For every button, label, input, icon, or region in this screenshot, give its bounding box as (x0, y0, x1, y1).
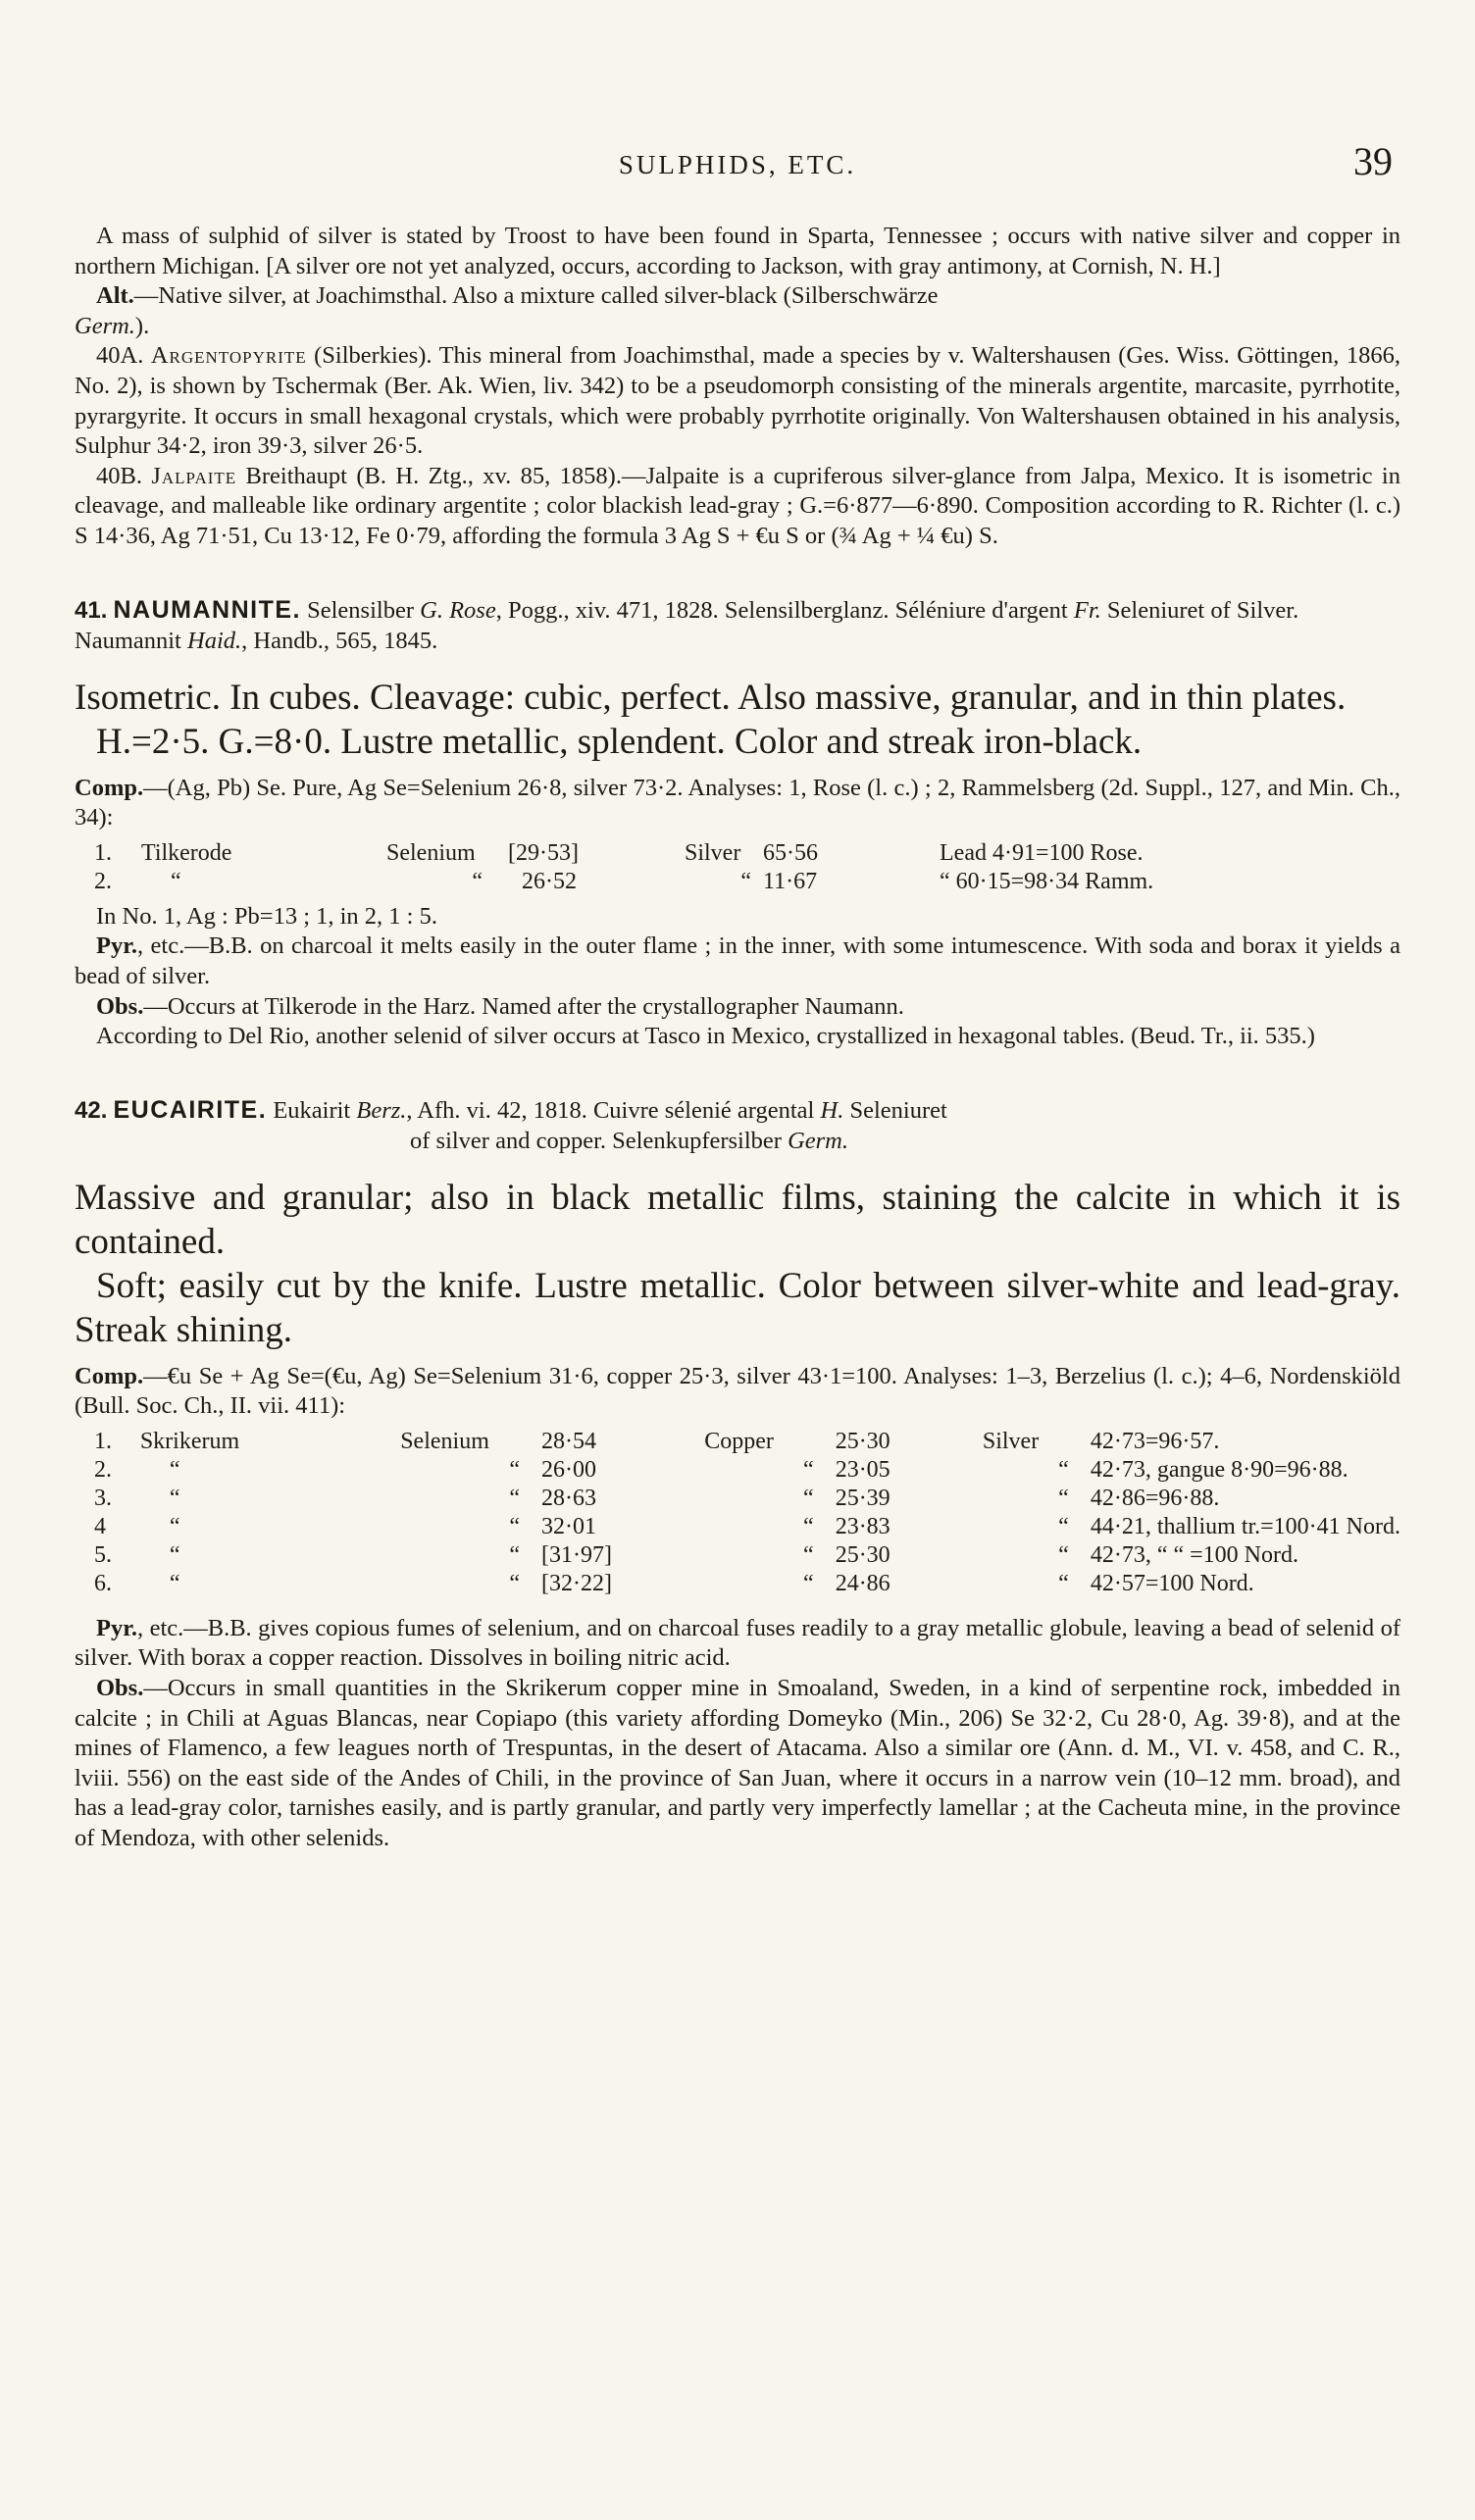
row-no: 6. (94, 1570, 112, 1596)
naumannite-desc-1: Isometric. In cubes. Cleavage: cubic, perfect. Also massive, granular, and in thin plates. (75, 677, 1347, 718)
table-row (94, 1428, 1400, 1456)
eucairite-syn2: of silver and copper. Selenkupfersilber (410, 1127, 782, 1154)
alt-germ: Germ. (75, 312, 135, 339)
row-se-label: “ (472, 868, 483, 894)
table-row (94, 839, 1153, 868)
row-cu: 25·39 (835, 1485, 890, 1511)
row-se-label: “ (509, 1570, 521, 1596)
row-ag: 42·73, “ “ =100 Nord. (1090, 1541, 1298, 1568)
jalpaite-name: Jalpaite (151, 462, 237, 489)
row-locality: “ (171, 868, 181, 894)
table-row (94, 1570, 1400, 1598)
eucairite-desc-1: Massive and granular; also in black metallic films, staining the calcite in which it is contained. (75, 1177, 1400, 1262)
row-cu: 24·86 (835, 1570, 890, 1596)
row-loc: “ (169, 1541, 180, 1568)
row-cu-label: Copper (704, 1428, 774, 1454)
row-locality: Tilkerode (141, 839, 232, 866)
eucairite-syn2-germ: Germ. (788, 1127, 848, 1154)
row-se: 28·63 (541, 1485, 597, 1511)
page-body (75, 222, 1400, 1854)
naumannite-syn1-fr: Fr. (1073, 596, 1101, 624)
row-cu-label: “ (803, 1513, 814, 1539)
argentopyrite-number: 40A. (96, 342, 144, 370)
eucairite-obs-text: —Occurs in small quantities in the Skrikerum copper mine in Smoaland, Sweden, in a kind of serpentine rock, imbedded in calcite ; in Chili at Aguas Blancas, near Copiapo (this variety affording Domeyko (Min., 206) Se 32·2, Cu 28·0, Ag. 39·8), and at the mines of Flamenco, a few leagues north of Trespuntas, in the desert of Atacama. Also a similar ore (Ann. d. M., VI. v. 458, and C. R., lviii. 556) on the east side of the Andes of Chili, in the province of San Juan, where it occurs in a narrow vein (10–12 mm. broad), and has a lead-gray color, tarnishes easily, and is partly granular, and partly very imperfectly lamellar ; at the Cacheuta mine, in the province of Mendoza, with other selenids. (75, 1675, 1400, 1852)
row-no: 1. (94, 839, 112, 866)
naumannite-syn2-rest: , Handb., 565, 1845. (241, 627, 438, 654)
row-cu-label: “ (803, 1456, 814, 1483)
row-se-label: “ (509, 1513, 521, 1539)
row-se: [29·53] (508, 839, 579, 866)
argentopyrite-text: (Silberkies). This mineral from Joachimsthal, made a species by v. Waltershausen (Ges. Wiss. Göttingen, 1866, No. 2), is shown by Tschermak (Ber. Ak. Wien, liv. 342) to be a pseudomorph consisting of the minerals argentite, marcasite, pyrrhotite, pyrargyrite. It occurs in small hexagonal crystals, which were probably pyrrhotite originally. Von Waltershausen obtained in his analysis, Sulphur 34·2, iron 39·3, silver 26·5. (75, 342, 1400, 460)
naumannite-analyses-table (94, 839, 1153, 896)
eucairite-number: 42. (75, 1096, 108, 1124)
naumannite-syn1-rest: , Pogg., xiv. 471, 1828. Selensilberglanz. Séléniure d'argent (495, 596, 1068, 624)
naumannite-syn2-author: Haid. (187, 627, 242, 654)
eucairite-desc-2: Soft; easily cut by the knife. Lustre metallic. Color between silver-white and lead-gray. Streak shining. (75, 1265, 1400, 1350)
table-row (94, 1513, 1400, 1541)
argentopyrite-paragraph (75, 341, 1400, 461)
eucairite-analyses-table (94, 1428, 1400, 1598)
row-rest: Lead 4·91=100 Rose. (940, 839, 1144, 866)
naumannite-syn1: Selensilber (307, 596, 414, 624)
row-ag-label: “ (1058, 1513, 1069, 1539)
row-ag: 42·73, gangue 8·90=96·88. (1090, 1456, 1348, 1483)
row-se-label: Selenium (386, 839, 476, 866)
naumannite-name: NAUMANNITE. (113, 595, 301, 624)
table-row (94, 1485, 1400, 1513)
eucairite-heading (75, 1095, 1400, 1156)
eucairite-syn1: Eukairit (273, 1096, 351, 1124)
naumannite-comp-label: Comp. (75, 774, 144, 801)
running-header (0, 139, 1475, 185)
row-cu: 23·83 (835, 1513, 890, 1539)
row-se-label: “ (509, 1456, 521, 1483)
naumannite-composition (75, 774, 1400, 833)
row-loc: “ (169, 1513, 180, 1539)
row-se: [32·22] (541, 1570, 613, 1596)
eucairite-obs-label: Obs. (96, 1675, 144, 1702)
row-se-label: Selenium (400, 1428, 489, 1454)
row-se: 32·01 (541, 1513, 597, 1539)
eucairite-pyr (75, 1614, 1400, 1674)
eucairite-comp-text: —€u Se + Ag Se=(€u, Ag) Se=Selenium 31·6, copper 25·3, silver 43·1=100. Analyses: 1–3, Berzelius (l. c.); 4–6, Nordenskiöld (Bull. Soc. Ch., II. vii. 411): (75, 1362, 1400, 1420)
running-title: SULPHIDS, ETC. (618, 150, 857, 179)
row-ag-label: “ (1058, 1541, 1069, 1568)
eucairite-syn1-rest: , Afh. vi. 42, 1818. Cuivre sélenié argental (406, 1096, 815, 1124)
row-ag-label: Silver (685, 839, 741, 866)
table-row (94, 868, 1153, 896)
naumannite-ratio: In No. 1, Ag : Pb=13 ; 1, in 2, 1 : 5. (96, 902, 437, 930)
eucairite-syn1-h: H. (820, 1096, 844, 1124)
jalpaite-paragraph (75, 462, 1400, 552)
argentopyrite-name: Argentopyrite (150, 342, 307, 370)
table-row (94, 1541, 1400, 1570)
row-cu: 23·05 (835, 1456, 890, 1483)
row-loc: Skrikerum (139, 1428, 240, 1454)
page-number: 39 (1353, 139, 1393, 183)
eucairite-obs (75, 1674, 1400, 1854)
row-no: 4 (94, 1513, 106, 1539)
row-rest: “ 60·15=98·34 Ramm. (940, 868, 1154, 894)
naumannite-obs-label: Obs. (96, 992, 144, 1020)
row-ag-label: “ (1058, 1456, 1069, 1483)
naumannite-number: 41. (75, 596, 108, 624)
table-row (94, 1456, 1400, 1485)
alt-label: Alt. (96, 282, 134, 310)
row-se: [31·97] (541, 1541, 613, 1568)
row-no: 2. (94, 1456, 112, 1483)
alt-end: ). (134, 312, 150, 339)
naumannite-pyr-text: , etc.—B.B. on charcoal it melts easily in the outer flame ; in the inner, with some intumescence. With soda and borax it yields a bead of silver. (75, 932, 1400, 989)
eucairite-name: EUCAIRITE. (113, 1095, 268, 1124)
naumannite-pyr-label: Pyr. (96, 932, 137, 960)
row-no: 3. (94, 1485, 112, 1511)
row-se-label: “ (509, 1485, 521, 1511)
naumannite-obs-text: —Occurs at Tilkerode in the Harz. Named after the crystallographer Naumann. (143, 992, 904, 1020)
eucairite-pyr-label: Pyr. (96, 1614, 137, 1641)
eucairite-comp-label: Comp. (75, 1362, 144, 1389)
naumannite-heading (75, 595, 1400, 656)
row-cu-label: “ (803, 1570, 814, 1596)
naumannite-syn2: Seleniuret of Silver. Naumannit (75, 596, 1299, 654)
eucairite-syn1-author: Berz. (356, 1096, 407, 1124)
row-ag: 65·56 (763, 839, 818, 866)
row-ag-label: “ (1058, 1570, 1069, 1596)
row-ag: 42·73=96·57. (1090, 1428, 1220, 1454)
row-no: 1. (94, 1428, 112, 1454)
alt-paragraph (75, 281, 1400, 341)
row-se: 28·54 (541, 1428, 597, 1454)
row-ag: 11·67 (763, 868, 818, 894)
row-no: 2. (94, 868, 112, 894)
row-se: 26·52 (522, 868, 577, 894)
row-ag-label: Silver (982, 1428, 1040, 1454)
jalpaite-number: 40B. (96, 462, 142, 489)
row-ag-label: “ (1058, 1485, 1069, 1511)
row-loc: “ (169, 1570, 180, 1596)
row-loc: “ (169, 1456, 180, 1483)
row-loc: “ (169, 1485, 180, 1511)
row-se-label: “ (509, 1541, 521, 1568)
naumannite-obs (75, 992, 1400, 1023)
alt-text: —Native silver, at Joachimsthal. Also a mixture called silver-black (Silberschwärze (133, 282, 939, 310)
row-ag-label: “ (740, 868, 751, 894)
naumannite-comp-text: —(Ag, Pb) Se. Pure, Ag Se=Selenium 26·8, silver 73·2. Analyses: 1, Rose (l. c.) ; 2, Rammelsberg (2d. Suppl., 127, and Min. Ch., 34): (75, 774, 1400, 832)
row-ag: 42·86=96·88. (1090, 1485, 1220, 1511)
row-ag: 42·57=100 Nord. (1090, 1570, 1254, 1596)
row-cu-label: “ (803, 1485, 814, 1511)
jalpaite-text: Breithaupt (B. H. Ztg., xv. 85, 1858).—Jalpaite is a cupriferous silver-glance from Jalpa, Mexico. It is isometric in cleavage, and malleable like ordinary argentite ; color blackish lead-gray ; G.=6·877—6·890. Composition according to R. Richter (l. c.) S 14·36, Ag 71·51, Cu 13·12, Fe 0·79, affording the formula 3 Ag S + €u S or (¾ Ag + ¼ €u) S. (75, 462, 1400, 549)
row-cu: 25·30 (835, 1428, 890, 1454)
naumannite-pyr (75, 932, 1400, 991)
row-ag: 44·21, thallium tr.=100·41 Nord. (1090, 1513, 1400, 1539)
naumannite-syn1-author: G. Rose (420, 596, 496, 624)
naumannite-desc-2: H.=2·5. G.=8·0. Lustre metallic, splendent. Color and streak iron-black. (96, 721, 1143, 762)
eucairite-pyr-text: , etc.—B.B. gives copious fumes of selenium, and on charcoal fuses readily to a gray metallic globule, leaving a bead of selenid of silver. With borax a copper reaction. Dissolves in boiling nitric acid. (75, 1614, 1400, 1672)
naumannite-obs-2: According to Del Rio, another selenid of silver occurs at Tasco in Mexico, crystallized in hexagonal tables. (Beud. Tr., ii. 535.) (96, 1023, 1315, 1050)
row-no: 5. (94, 1541, 112, 1568)
eucairite-syn1-end: Seleniuret (843, 1096, 947, 1124)
row-cu-label: “ (803, 1541, 814, 1568)
eucairite-composition (75, 1362, 1400, 1422)
row-cu: 25·30 (835, 1541, 890, 1568)
row-se: 26·00 (541, 1456, 597, 1483)
intro-paragraph: A mass of sulphid of silver is stated by Troost to have been found in Sparta, Tennessee ; occurs with native silver and copper in northern Michigan. [A silver ore not yet analyzed, occurs, according to Jackson, with gray antimony, at Cornish, N. H.] (75, 223, 1400, 279)
